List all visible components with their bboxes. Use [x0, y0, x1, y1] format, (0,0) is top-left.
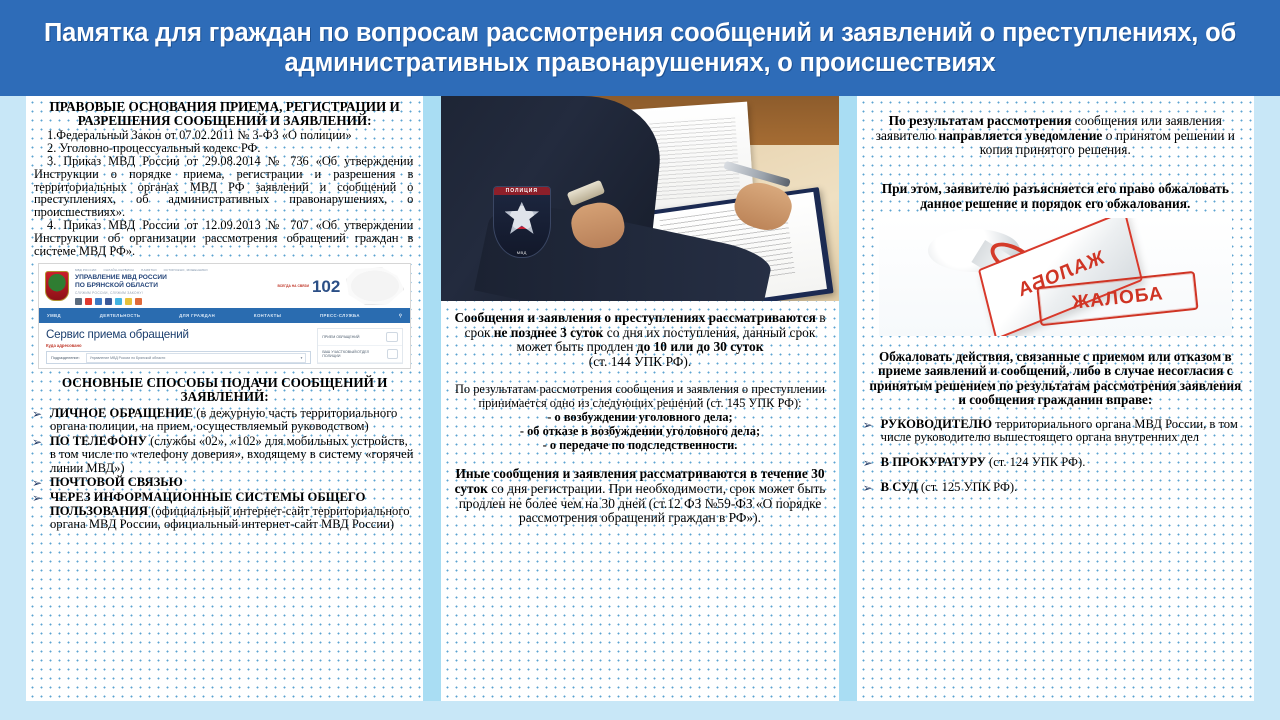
legal-basis-section: [26, 96, 423, 127]
left-margin: [0, 96, 26, 701]
arrow-bullet-icon: ➢: [862, 455, 873, 470]
hotline-block: [278, 278, 341, 295]
method-text: [50, 476, 415, 489]
list-item: [863, 481, 1246, 495]
arrow-bullet-icon: ➢: [32, 434, 43, 449]
appeal-detail: территориального органа МВД России, в том числе руководителю вышестоящего органа внутренних дел: [880, 416, 1238, 445]
appeal-text: [881, 481, 1246, 494]
facebook-icon[interactable]: [105, 298, 112, 305]
sidebar-item-appeals[interactable]: [318, 329, 402, 346]
decisions-intro: По результатам рассмотрения сообщения и заявления о преступлении принимается одно из следующих решений (ст. 145 УПК РФ):: [454, 381, 825, 410]
method-text: [50, 491, 415, 531]
legal-basis-heading: ПРАВОВЫЕ ОСНОВАНИЯ ПРИЕМА, РЕГИСТРАЦИИ И РАЗРЕШЕНИЯ СООБЩЕНИЙ И ЗАЯВЛЕНИЙ:: [49, 99, 400, 128]
top-link[interactable]: ПАМЯТКИ: [141, 267, 157, 272]
stamp-mirrored-text: ЖАЛОБА: [1015, 247, 1106, 303]
appeal-list: [857, 408, 1254, 495]
social-icons: [75, 298, 272, 305]
hotline-number: 102: [311, 276, 341, 296]
arrow-bullet-icon: ➢: [32, 476, 43, 490]
mvd-website-screenshot: [38, 263, 411, 369]
arrow-bullet-icon: ➢: [32, 406, 43, 421]
column-left: [26, 96, 423, 701]
other-plain: со дня регистрации. При необходимости, срок может быть продлен не более чем на 30 дней (ст.12 ФЗ №59-ФЗ «О порядке рассмотрения обращений граждан в РФ»).: [458, 480, 826, 526]
megaphone-icon: [386, 332, 398, 342]
decision-item: - об отказе в возбуждении уголовного дела;: [519, 423, 761, 438]
bottom-margin: [0, 701, 1280, 720]
terms-article-ref: (ст. 144 УПК РФ).: [588, 354, 692, 370]
method-text: [50, 407, 415, 434]
decision-item: - о передаче по подследственности.: [542, 437, 738, 452]
website-sidebar: [317, 328, 403, 364]
legal-item: 4. Приказ МВД России от 12.09.2013 № 707 «Об утверждении Инструкции об организации рассмотрения обращений граждан в системе МВД РФ».: [34, 217, 414, 258]
nav-item-activity[interactable]: ДЕЯТЕЛЬНОСТЬ: [99, 313, 141, 319]
page-title: Памятка для граждан по вопросам рассмотрения сообщений и заявлений о преступлениях, об административных правонарушениях, о происшествиях: [44, 19, 1236, 77]
police-officer-photo: [441, 96, 838, 301]
telegram-icon[interactable]: [95, 298, 102, 305]
method-text: [50, 435, 415, 475]
department-label: Подразделение:: [51, 355, 80, 360]
arrow-bullet-icon: ➢: [862, 480, 873, 495]
rss-icon[interactable]: [135, 298, 142, 305]
list-item: [863, 418, 1246, 445]
website-page-heading: Сервис приема обращений: [46, 328, 189, 342]
right-margin: [1254, 96, 1280, 701]
stamp-imprint-text: ЖАЛОБА: [1070, 282, 1165, 314]
search-icon[interactable]: ⚲: [398, 312, 403, 318]
list-item: [32, 407, 415, 434]
result-bold-1: По результатам рассмотрения: [888, 113, 1072, 128]
list-item: [32, 491, 415, 531]
website-branding: [75, 268, 272, 305]
youtube-icon[interactable]: [85, 298, 92, 305]
result-plain-1: сообщения или заявления заявителю: [875, 113, 1222, 143]
result-notice-text: [865, 114, 1246, 158]
terms-plain-2: со дня их поступления, данный срок может быть продлен: [516, 324, 816, 355]
ok-icon[interactable]: [125, 298, 132, 305]
patch-sub-label: МВД: [516, 249, 527, 255]
other-bold: Иные сообщения и заявления рассматриваются в течение 30 суток: [454, 466, 825, 496]
top-link[interactable]: МВД РОССИИ: [75, 267, 97, 272]
appeal-text: [881, 418, 1246, 445]
result-bold-2: направляется уведомление: [938, 127, 1103, 143]
appeal-right-note-section: [857, 158, 1254, 211]
hotline-label: ВСЕГДА НА СВЯЗИ: [277, 283, 309, 288]
appeal-heading: Обжаловать действия, связанные с приемом или отказом в приеме заявлений и сообщений, либо в случае несогласия с принятым решением по результатам рассмотрения заявления и сообщения гражданин вправе:: [869, 348, 1242, 408]
sidebar-item-district-officer[interactable]: [318, 346, 402, 363]
poster-columns: [0, 96, 1280, 701]
org-line-1: УПРАВЛЕНИЕ МВД РОССИИ: [75, 273, 167, 281]
list-item: [32, 476, 415, 490]
method-detail: (в дежурную часть территориального органа полиции, на прием, осуществляемый руководством): [50, 405, 398, 434]
appeal-text: [881, 456, 1246, 469]
website-body: [39, 323, 410, 364]
method-detail: (службы «02», «102» для мобильных устройств, в том числе по «телефону доверия», входящему в систему «горячей линии МВД»): [50, 433, 414, 475]
mvd-crest-icon: [45, 271, 69, 301]
list-item: [863, 456, 1246, 470]
method-detail: (официальный интернет-сайт территориального органа МВД России, официальный интернет-сайт МВД России): [50, 503, 410, 532]
appeal-label: В СУД: [880, 479, 918, 494]
terms-bold-3: до 10 или до 30 суток: [636, 339, 764, 355]
bryansk-region-map-icon: [346, 267, 404, 305]
column-right: [857, 96, 1254, 701]
sidebar-label: ВАШ УЧАСТКОВЫЙ/ОТДЕЛ ПОЛИЦИИ: [322, 350, 370, 359]
method-label: ЧЕРЕЗ ИНФОРМАЦИОННЫЕ СИСТЕМЫ ОБЩЕГО ПОЛЬЗОВАНИЯ: [50, 490, 366, 518]
top-link[interactable]: ОСТОРОЖНО, МОШЕННИКИ: [163, 267, 208, 272]
appeal-label: РУКОВОДИТЕЛЮ: [880, 416, 993, 431]
patch-emblem-icon: [505, 202, 539, 234]
police-shoulder-patch-icon: [493, 186, 551, 258]
nav-item-umvd[interactable]: УМВД: [47, 313, 61, 319]
department-select-row[interactable]: [46, 351, 311, 364]
legal-item: 2. Уголовно-процессуальный кодекс РФ.: [47, 141, 261, 156]
website-slogan: СЛУЖИМ РОССИИ, СЛУЖИМ ЗАКОНУ!: [75, 291, 143, 296]
vk-icon[interactable]: [75, 298, 82, 305]
website-header: [39, 264, 410, 308]
terms-bold-2: не позднее 3 суток: [493, 324, 604, 340]
methods-heading: ОСНОВНЫЕ СПОСОБЫ ПОДАЧИ СООБЩЕНИЙ И ЗАЯВЛЕНИЙ:: [61, 375, 388, 405]
website-main: [46, 328, 311, 364]
sidebar-label: ПРИЕМ ОБРАЩЕНИЙ: [322, 335, 360, 340]
terms-text: [449, 311, 830, 370]
website-addressee-label: Куда адресовано: [46, 343, 82, 349]
other-appeals-section: [441, 452, 838, 526]
poster-title-bar: [0, 0, 1280, 96]
nav-item-citizens[interactable]: ДЛЯ ГРАЖДАН: [179, 313, 216, 319]
decisions-section: [441, 370, 838, 452]
nav-item-press[interactable]: ПРЕСС-СЛУЖБА: [320, 313, 360, 319]
result-notice-section: [857, 96, 1254, 158]
legal-item: 3. Приказ МВД России от 29.08.2014 № 736 «Об утверждении Инструкции о порядке приема, регистрации и разрешения в территориальных органах МВД РФ заявлений и сообщений о преступлениях, об административных правонарушениях, о происшествиях».: [34, 153, 414, 220]
legal-item: 1.Федеральный Закон от 07.02.2011 № 3-ФЗ «О полиции»: [47, 128, 352, 143]
legal-basis-list: [26, 127, 423, 257]
method-label: ПОЧТОВОЙ СВЯЗЬЮ: [50, 475, 183, 489]
officer-icon: [387, 349, 399, 359]
website-top-links: [75, 268, 272, 272]
department-value: Управление МВД России по Брянской области: [89, 355, 166, 360]
terms-bold-1: Сообщения и заявления о преступлениях рассматриваются: [454, 310, 816, 325]
terms-plain-1: в срок: [464, 310, 826, 340]
gutter-middle-right: [839, 96, 857, 701]
other-appeals-text: [449, 467, 830, 526]
appeal-right-note: При этом, заявителю разъясняется его право обжаловать данное решение и порядок его обжалования.: [881, 181, 1229, 211]
decision-item: - о возбуждении уголовного дела;: [547, 410, 733, 425]
org-line-2: ПО БРЯНСКОЙ ОБЛАСТИ: [75, 281, 158, 289]
nav-item-contacts[interactable]: КОНТАКТЫ: [253, 313, 282, 319]
appeal-label: В ПРОКУРАТУРУ: [880, 454, 986, 469]
website-org-name: [75, 274, 272, 290]
list-item: [32, 435, 415, 475]
patch-label: ПОЛИЦИЯ: [494, 187, 550, 195]
appeal-detail: (ст. 125 УПК РФ).: [917, 479, 1018, 494]
top-link[interactable]: ОНЛАЙН-СЕРВИСЫ: [103, 267, 135, 272]
gutter-left-middle: [423, 96, 441, 701]
twitter-icon[interactable]: [115, 298, 122, 305]
method-label: ЛИЧНОЕ ОБРАЩЕНИЕ: [50, 405, 194, 420]
complaint-stamp-image: [879, 218, 1232, 336]
chevron-down-icon[interactable]: ▾: [300, 355, 303, 360]
arrow-bullet-icon: ➢: [32, 491, 43, 506]
department-select[interactable]: [86, 353, 307, 363]
appeal-heading-section: [857, 336, 1254, 408]
website-nav: [39, 308, 410, 323]
column-middle: [441, 96, 838, 701]
result-plain-2: о принятом решении и копия принятого решения.: [979, 127, 1235, 158]
methods-list: [26, 404, 423, 532]
method-label: ПО ТЕЛЕФОНУ: [50, 433, 147, 448]
appeal-detail: (ст. 124 УПК РФ).: [985, 454, 1086, 469]
terms-section: [441, 301, 838, 370]
arrow-bullet-icon: ➢: [862, 417, 873, 432]
methods-section: [26, 369, 423, 403]
